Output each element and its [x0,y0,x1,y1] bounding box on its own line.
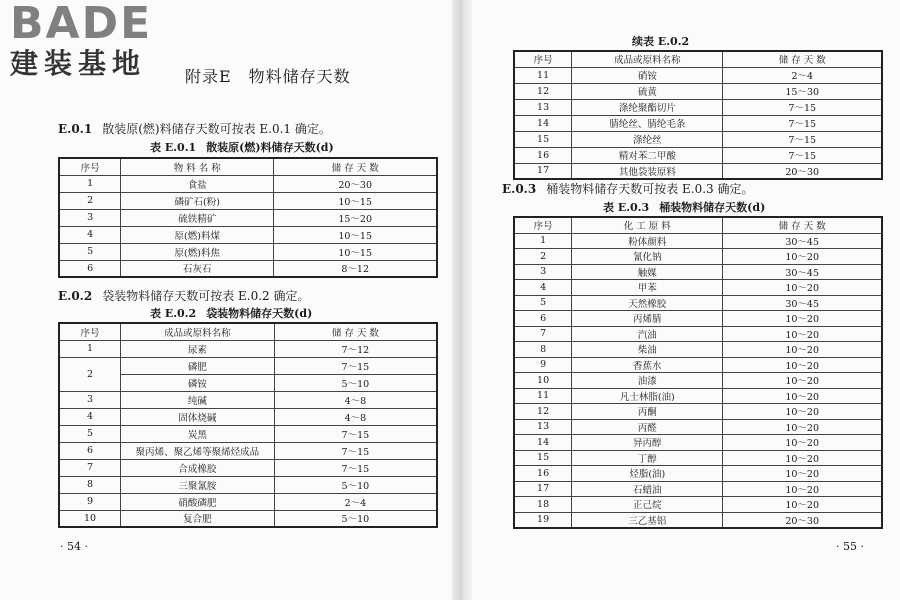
material-name: 异丙醇 [572,435,723,451]
table-row [514,131,882,147]
storage-days: 20～30 [274,175,437,192]
table-row [514,67,882,83]
material-name: 甲苯 [572,280,723,296]
material-name: 涤纶丝 [572,131,723,147]
row-number: 19 [514,512,572,528]
material-name: 石蜡油 [572,481,723,497]
storage-days: 10～15 [274,243,437,260]
material-name: 丁醇 [572,450,723,466]
storage-days: 10～20 [723,311,882,327]
material-name: 硝铵 [572,67,723,83]
table-row [514,233,882,249]
table-row [514,466,882,482]
row-number: 5 [514,295,572,311]
table-row [59,493,437,510]
table-row [514,326,882,342]
table-row [59,425,437,442]
material-name: 磷肥 [121,357,275,374]
storage-days: 5～10 [274,510,437,527]
table-row [514,295,882,311]
table-caption-e03 [603,199,765,215]
table-row [514,342,882,358]
row-number: 9 [514,357,572,373]
table-row [514,388,882,404]
row-number: 7 [514,326,572,342]
material-name: 精对苯二甲酸 [572,147,723,163]
storage-days: 20～30 [723,512,882,528]
material-name: 粉体颜料 [572,233,723,249]
material-name: 石灰石 [121,260,274,277]
storage-days: 7～15 [274,357,437,374]
header-cell: 成品或原料名称 [572,51,723,67]
material-name: 尿素 [121,340,275,357]
storage-days: 20～30 [723,163,882,179]
storage-days: 10～15 [274,192,437,209]
storage-days: 7～15 [723,131,882,147]
table-row [59,226,437,243]
row-number: 3 [59,391,121,408]
section-number: E.0.1 [58,122,93,136]
row-number: 4 [59,408,121,425]
material-name: 原(燃)料焦 [121,243,274,260]
material-name: 香蕉水 [572,357,723,373]
storage-days: 15～20 [274,209,437,226]
material-name: 聚丙烯、聚乙烯等聚烯烃成品 [121,442,275,459]
material-name: 天然橡胶 [572,295,723,311]
header-cell: 序号 [59,158,121,175]
header-cell: 序号 [59,323,121,340]
table-row [59,357,437,374]
storage-days: 5～10 [274,374,437,391]
header-cell: 成品或原料名称 [121,323,275,340]
row-number: 3 [514,264,572,280]
storage-days: 8～12 [274,260,437,277]
material-name: 纯碱 [121,391,275,408]
material-name: 固体烧碱 [121,408,275,425]
row-number: 18 [514,497,572,513]
storage-days: 10～20 [723,497,882,513]
table-row [514,481,882,497]
table-row [514,404,882,420]
table-row [514,311,882,327]
table-e01 [58,157,438,278]
material-name: 涤纶聚酯切片 [572,99,723,115]
table-row [59,442,437,459]
storage-days: 30～45 [723,264,882,280]
storage-days: 7～12 [274,340,437,357]
material-name: 磷铵 [121,374,275,391]
table-row [514,249,882,265]
table-caption-e02 [150,305,312,321]
header-cell: 储 存 天 数 [274,323,437,340]
table-e02-continued [513,50,883,180]
section-number: E.0.2 [58,289,93,303]
section-text: 桶装物料储存天数可按表 E.0.3 确定。 [546,182,754,196]
storage-days: 30～45 [723,295,882,311]
section-e03 [502,180,754,197]
storage-days: 7～15 [723,99,882,115]
material-name: 正己烷 [572,497,723,513]
material-name: 三聚氰胺 [121,476,275,493]
section-number: E.0.3 [502,182,537,196]
row-number: 2 [514,249,572,265]
storage-days: 10～20 [723,419,882,435]
material-name: 腈纶丝、腈纶毛条 [572,115,723,131]
storage-days: 7～15 [274,459,437,476]
row-number: 15 [514,450,572,466]
storage-days: 7～15 [723,147,882,163]
material-name: 硫铁精矿 [121,209,274,226]
row-number: 2 [59,357,121,391]
storage-days: 10～20 [723,481,882,497]
caption-number: 表 E.0.1 [150,141,197,154]
table-row [59,408,437,425]
table-row [59,260,437,277]
row-number: 5 [59,243,121,260]
caption-title: 桶装物料储存天数(d) [659,201,766,214]
storage-days: 7～15 [274,442,437,459]
storage-days: 10～20 [723,388,882,404]
row-number: 6 [514,311,572,327]
table-row [59,459,437,476]
row-number: 14 [514,115,572,131]
material-name: 食盐 [121,175,274,192]
section-text: 袋装物料储存天数可按表 E.0.2 确定。 [102,289,310,303]
row-number: 10 [514,373,572,389]
table-row [514,435,882,451]
storage-days: 10～20 [723,435,882,451]
row-number: 4 [514,280,572,296]
row-number: 14 [514,435,572,451]
table-row [514,357,882,373]
appendix-title: 附录E 物料储存天数 [185,67,351,86]
material-name: 炭黑 [121,425,275,442]
header-cell: 储 存 天 数 [274,158,437,175]
row-number: 13 [514,99,572,115]
storage-days: 5～10 [274,476,437,493]
page-number-left: · 54 · [60,540,88,553]
section-e02 [58,287,310,304]
row-number: 12 [514,83,572,99]
row-number: 1 [59,340,121,357]
row-number: 13 [514,419,572,435]
row-number: 17 [514,481,572,497]
table-row [514,450,882,466]
caption-title: 散装原(燃)料储存天数(d) [206,141,334,154]
row-number: 4 [59,226,121,243]
row-number: 10 [59,510,121,527]
row-number: 15 [514,131,572,147]
storage-days: 10～20 [723,326,882,342]
material-name: 柴油 [572,342,723,358]
book-gutter [452,0,472,600]
section-text: 散装原(燃)料储存天数可按表 E.0.1 确定。 [102,122,331,136]
material-name: 丙醛 [572,419,723,435]
header-cell: 物 料 名 称 [121,158,274,175]
table-row [59,209,437,226]
material-name: 烃脂(油) [572,466,723,482]
storage-days: 7～15 [723,115,882,131]
table-row [59,476,437,493]
material-name: 三乙基铝 [572,512,723,528]
material-name: 复合肥 [121,510,275,527]
material-name: 凡士林脂(油) [572,388,723,404]
row-number: 6 [59,442,121,459]
material-name: 原(燃)料煤 [121,226,274,243]
table-caption-e02-continued: 续表 E.0.2 [632,35,690,48]
row-number: 9 [59,493,121,510]
material-name: 汽油 [572,326,723,342]
bade-logo [10,2,152,80]
table-row [59,391,437,408]
storage-days: 10～20 [723,373,882,389]
row-number: 8 [59,476,121,493]
storage-days: 10～20 [723,342,882,358]
header-cell: 化 工 原 料 [572,217,723,233]
row-number: 6 [59,260,121,277]
storage-days: 10～20 [723,249,882,265]
row-number: 16 [514,466,572,482]
storage-days: 4～8 [274,391,437,408]
material-name: 其他袋装原料 [572,163,723,179]
storage-days: 10～20 [723,466,882,482]
row-number: 3 [59,209,121,226]
header-cell: 序号 [514,51,572,67]
row-number: 17 [514,163,572,179]
row-number: 8 [514,342,572,358]
storage-days: 10～20 [723,357,882,373]
storage-days: 10～15 [274,226,437,243]
material-name: 磷矿石(粉) [121,192,274,209]
storage-days: 4～8 [274,408,437,425]
caption-title: 袋装物料储存天数(d) [206,307,313,320]
storage-days: 15～30 [723,83,882,99]
material-name: 氰化钠 [572,249,723,265]
material-name: 合成橡胶 [121,459,275,476]
table-row [514,264,882,280]
storage-days: 10～20 [723,280,882,296]
storage-days: 2～4 [274,493,437,510]
caption-number: 表 E.0.2 [150,307,197,320]
row-number: 12 [514,404,572,420]
row-number: 2 [59,192,121,209]
table-row [59,192,437,209]
table-row [514,83,882,99]
row-number: 7 [59,459,121,476]
row-number: 11 [514,67,572,83]
header-cell: 序号 [514,217,572,233]
material-name: 丙酮 [572,404,723,420]
storage-days: 10～20 [723,404,882,420]
table-row [514,497,882,513]
row-number: 5 [59,425,121,442]
table-row [514,373,882,389]
table-row [514,99,882,115]
material-name: 油漆 [572,373,723,389]
material-name: 硝酸磷肥 [121,493,275,510]
table-e03 [513,216,883,529]
material-name: 硫黄 [572,83,723,99]
material-name: 丙烯腈 [572,311,723,327]
section-e01 [58,120,331,137]
table-row [514,419,882,435]
page-number-right: · 55 · [836,540,864,553]
table-e02 [58,322,438,528]
logo-chinese-text: 建装基地 [10,47,147,80]
material-name: 触媒 [572,264,723,280]
table-row [59,175,437,192]
table-row [59,510,437,527]
storage-days: 10～20 [723,450,882,466]
logo-latin-text: BADE [10,0,153,49]
table-row [514,163,882,179]
table-row [514,115,882,131]
table-row [59,340,437,357]
storage-days: 30～45 [723,233,882,249]
header-cell: 储 存 天 数 [723,51,882,67]
row-number: 1 [59,175,121,192]
table-row [514,147,882,163]
table-caption-e01 [150,139,334,155]
row-number: 1 [514,233,572,249]
header-cell: 储 存 天 数 [723,217,882,233]
row-number: 16 [514,147,572,163]
caption-number: 表 E.0.3 [603,201,650,214]
table-row [514,280,882,296]
storage-days: 2～4 [723,67,882,83]
row-number: 11 [514,388,572,404]
table-row [59,243,437,260]
storage-days: 7～15 [274,425,437,442]
table-row [514,512,882,528]
